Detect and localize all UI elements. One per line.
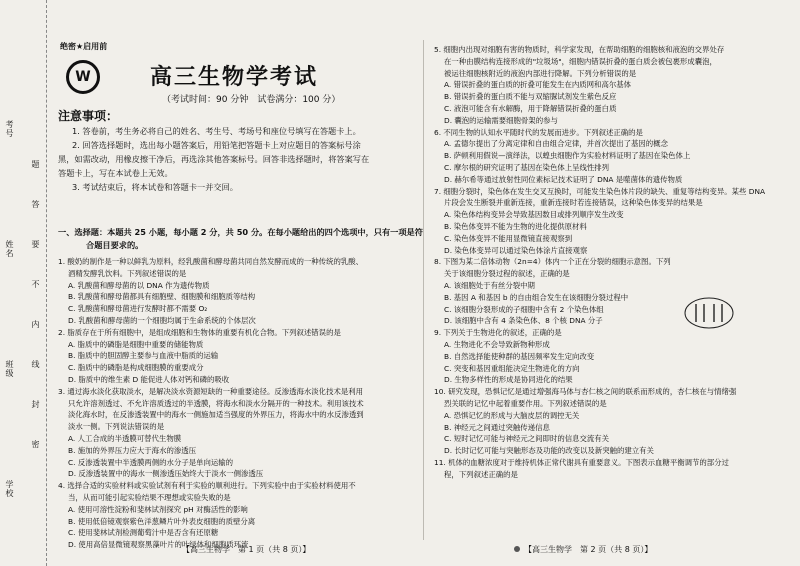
question-line: C. 脂质中的磷脂是构成细胞膜的重要成分 <box>68 363 204 373</box>
question-line: C. 反渗透装置中半透膜两侧的水分子是单向运输的 <box>68 457 234 467</box>
question-line: 3. 通过海水淡化获取淡水，是解决淡水资源短缺的一种重要途径。反渗透海水淡化技术是利用 <box>58 386 364 396</box>
notice-line: 黑，如需改动，用橡皮擦干净后，再选涂其他答案标号。回答非选择题时，将答案写在 <box>58 154 370 164</box>
question-line: C. 使用斐林试剂检测葡萄汁中是否含有还原糖 <box>68 528 219 538</box>
question-line: D. 乳酸菌和酵母菌的一个细胞均属于生命系统的个体层次 <box>68 315 256 325</box>
question-line: C. 液泡可能含有水解酶，用于降解错误折叠的蛋白质 <box>444 103 617 113</box>
question-line: 关于该细胞分裂过程的叙述，正确的是 <box>444 269 570 279</box>
question-line: 9. 下列关于生物进化的叙述，正确的是 <box>434 328 562 338</box>
question-list <box>434 44 792 480</box>
question-line: 4. 选择合适的实验材料或实验试剂有利于实验的顺利进行。下列实验中由于实验材料使用不 <box>58 481 356 491</box>
binding-label: 考号 <box>5 120 14 138</box>
question-line: D. 长时记忆可能与突触形态及功能的改变以及新突触的建立有关 <box>444 446 654 456</box>
binding-label: 班级 <box>5 360 14 378</box>
question-line: 被运往细胞核附近的液泡内部进行降解。下列分析错误的是 <box>444 68 637 78</box>
scan-mark-icon <box>514 546 520 552</box>
question-line: B. 自然选择能使种群的基因频率发生定向改变 <box>444 351 595 361</box>
notice-line: 1. 答卷前，考生务必将自己的姓名、考生号、考场号和座位号填写在答题卡上。 <box>72 126 361 136</box>
question-line: A. 脂质中的磷脂是细胞中重要的储能物质 <box>68 339 204 349</box>
question-line: A. 使用可溶性淀粉和斐林试剂探究 pH 对酶活性的影响 <box>68 504 248 514</box>
section-line: 合题目要求的。 <box>86 240 144 250</box>
question-line: B. 神经元之间通过突触传递信息 <box>444 422 550 432</box>
page-footer <box>514 544 652 555</box>
question-line: D. 使用高倍显微镜观察黑藻叶片的叶绿体和细胞质环流 <box>68 540 249 550</box>
seal-char: 封 <box>31 400 40 409</box>
question-line: C. 该细胞分裂形成的子细胞中含有 2 个染色体组 <box>444 304 604 314</box>
question-line: D. 脂质中的维生素 D 能促进人体对钙和磷的吸收 <box>68 374 230 384</box>
question-line: 片段会发生断裂并重新连接，重新连接时若连接错误，这种染色体变异的结果是 <box>444 198 703 208</box>
question-line: C. 突变和基因重组能决定生物进化的方向 <box>444 363 580 373</box>
seal-char: 题 <box>31 160 40 169</box>
question-line: B. 脂质中的胆固醇主要参与血液中脂质的运输 <box>68 351 219 361</box>
section-heading <box>58 226 424 252</box>
question-line: 淡化海水时，在反渗透装置中的海水一侧施加适当强度的外界压力，将海水中的水反渗透到 <box>68 410 364 420</box>
question-line: 只允许溶剂透过、不允许溶质透过的半透膜，将海水和淡水分隔开的一种技术。利用该技术 <box>68 398 364 408</box>
cell-division-diagram-icon <box>682 296 736 330</box>
question-line: A. 孟德尔提出了分离定律和自由组合定律，并首次提出了基因的概念 <box>444 139 668 149</box>
page-footer-text: 【高三生物学 第 2 页（共 8 页）】 <box>524 545 653 554</box>
seal-char: 内 <box>31 320 40 329</box>
question-line: 1. 酸奶的制作是一种以鲜乳为原料，经乳酸菌和酵母菌共同自然发酵而成的一种传统的乳酸、 <box>58 257 364 266</box>
question-line: C. 染色体变异不能用显微镜直接观察到 <box>444 233 573 243</box>
question-line: C. 短时记忆可能与神经元之间即时的信息交流有关 <box>444 434 610 444</box>
question-line: 6. 不同生物的认知水平随时代的发展而进步。下列叙述正确的是 <box>434 127 643 137</box>
secret-mark: 绝密★启用前 <box>60 42 108 51</box>
question-line: 7. 细胞分裂时，染色体在发生交叉互换时，可能发生染色体片段的缺失、重复等结构变异。某些 DNA <box>434 186 766 196</box>
question-line: B. 乳酸菌和酵母菌都具有细胞壁、细胞膜和细胞质等结构 <box>68 292 256 302</box>
section-line: 一、选择题：本题共 25 小题，每小题 2 分，共 50 分。在每小题给出的四个选项中，只有一项是符 <box>58 227 423 237</box>
binding-strip <box>0 0 47 566</box>
question-line: D. 囊泡的运输需要细胞骨架的参与 <box>444 115 558 125</box>
publisher-logo-icon: W <box>66 60 100 94</box>
question-line: B. 萨顿利用假说—演绎法，以蝗虫细胞作为实验材料证明了基因在染色体上 <box>444 151 691 161</box>
question-line: 5. 细胞内出现对细胞有害的物质时，科学家发现，在帮助细胞的细胞核和液泡的交界处存 <box>434 45 725 54</box>
question-line: 烈关联的记忆中起着重要作用。下列叙述错误的是 <box>444 398 607 408</box>
question-line: A. 恐惧记忆的形成与大脑皮层的调控无关 <box>444 410 580 420</box>
seal-char: 线 <box>31 360 40 369</box>
question-line: A. 乳酸菌和酵母菌的以 DNA 作为遗传物质 <box>68 280 210 290</box>
question-line: B. 错误折叠的蛋白质不能与双缩脲试剂发生紫色反应 <box>444 92 617 102</box>
question-line: D. 赫尔希等通过放射性同位素标记技术证明了 DNA 是噬菌体的遗传物质 <box>444 174 683 184</box>
page-2 <box>426 0 796 566</box>
question-list <box>58 256 424 551</box>
seal-char: 要 <box>31 240 40 249</box>
question-line: D. 该细胞中含有 4 条染色体、8 个核 DNA 分子 <box>444 316 603 326</box>
question-line: A. 染色体结构变异会导致基因数目或排列顺序发生改变 <box>444 210 624 220</box>
question-line: 2. 脂质存在于所有细胞中，是组成细胞和生物体的重要有机化合物。下列叙述错误的是 <box>58 327 341 337</box>
question-line: 11. 机体的血糖浓度对于维持机体正常代谢具有重要意义。下图表示血糖平衡调节的部分过 <box>434 457 729 467</box>
seal-char: 密 <box>31 440 40 449</box>
notice-title: 注意事项： <box>58 109 119 123</box>
question-line: A. 错误折叠的蛋白质的折叠可能发生在内质网和高尔基体 <box>444 80 632 90</box>
exam-title: 高三生物学考试 <box>150 65 319 90</box>
page-footer: 【高三生物学 第 1 页（共 8 页）】 <box>182 545 311 554</box>
notice-list <box>58 124 424 194</box>
binding-label: 学校 <box>5 480 14 498</box>
question-line: 8. 下图为某二倍体动物（2n=4）体内一个正在分裂的细胞示意图。下列 <box>434 257 671 267</box>
question-line: 10. 研究发现，恐惧记忆是通过增强海马体与杏仁核之间的联系而形成的，杏仁核在与情绪强 <box>434 387 737 397</box>
notice-line: 2. 回答选择题时，选出每小题答案后，用铅笔把答题卡上对应题目的答案标号涂 <box>72 140 361 150</box>
question-line: A. 人工合成的半透膜可替代生物膜 <box>68 433 182 443</box>
seal-char: 答 <box>31 200 40 209</box>
question-line: B. 施加的外界压力应大于海水的渗透压 <box>68 445 197 455</box>
question-line: A. 生物进化不会导致新物种形成 <box>444 339 550 349</box>
binding-label: 姓名 <box>5 240 14 258</box>
notice-line: 答题卡上，写在本试卷上无效。 <box>58 168 173 178</box>
question-line: C. 乳酸菌和酵母菌进行发酵时都不需要 O₂ <box>68 304 208 314</box>
question-line: B. 染色体变异不能为生物的进化提供原材料 <box>444 221 587 231</box>
question-line: 当，从而可能引起实验结果不理想或实验失败的是 <box>68 492 231 502</box>
question-line: A. 该细胞处于有丝分裂中期 <box>444 280 535 290</box>
question-line: 淡水一侧。下列说法错误的是 <box>68 422 165 432</box>
question-line: 程，下列叙述正确的是 <box>444 469 518 479</box>
question-line: 在一种由膜结构连接形成的"垃圾场"，细胞内错误折叠的蛋白质会被包裹形成囊泡， <box>444 56 717 66</box>
page-1 <box>50 0 422 566</box>
question-line: D. 反渗透装置中的海水一侧渗透压始终大于淡水一侧渗透压 <box>68 469 264 479</box>
question-line: D. 生物多样性的形成是协同进化的结果 <box>444 375 573 385</box>
question-line: C. 摩尔根的研究证明了基因在染色体上呈线性排列 <box>444 162 610 172</box>
seal-char: 不 <box>31 280 40 289</box>
question-line: D. 染色体变异可以通过染色体涂片直接观察 <box>444 245 588 255</box>
notice-line: 3. 考试结束后，将本试卷和答题卡一并交回。 <box>72 182 238 192</box>
question-line: B. 基因 A 和基因 b 的自由组合发生在该细胞分裂过程中 <box>444 292 629 302</box>
exam-meta: （考试时间：90 分钟 试卷满分：100 分） <box>162 95 341 105</box>
question-line: 酒精发酵乳饮料。下列叙述错误的是 <box>68 268 187 278</box>
question-line: B. 使用低倍镜观察紫色洋葱鳞片叶外表皮细胞的质壁分离 <box>68 516 256 526</box>
page-divider <box>423 40 424 540</box>
